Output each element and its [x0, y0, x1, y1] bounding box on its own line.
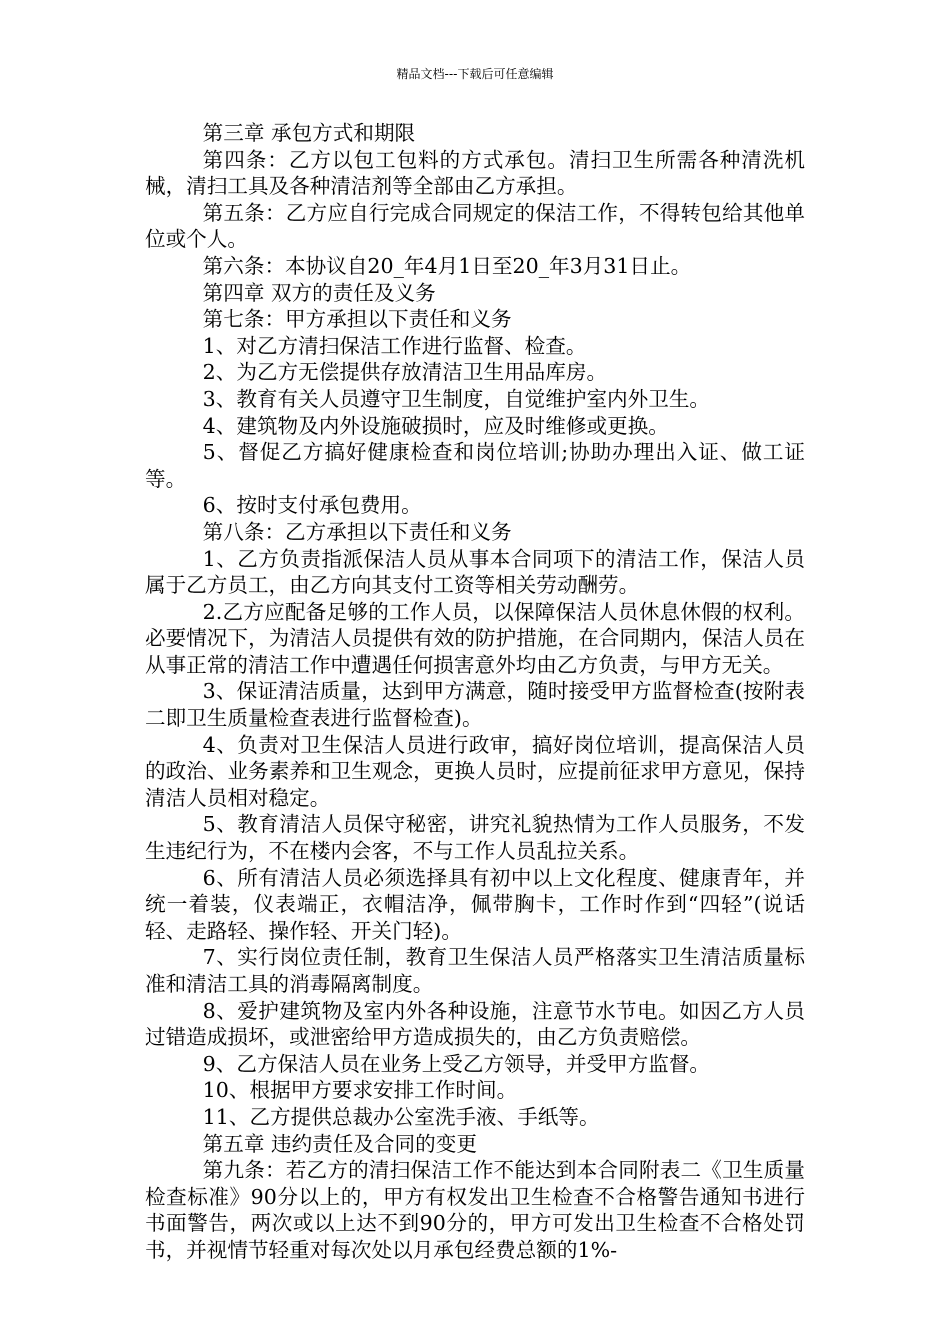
- article-8-item-10: 10、根据甲方要求安排工作时间。: [202, 1078, 518, 1103]
- article-8-item-2: 2.乙方应配备足够的工作人员，以保障保洁人员休息休假的权利。必要情况下，为清洁人员提供有效的防护措施，在合同期内，保洁人员在从事正常的清洁工作中遭遇任何损害意外均由乙方负责，与甲方无关。: [145, 599, 805, 677]
- chapter-3-heading: 第三章 承包方式和期限: [202, 121, 416, 145]
- article-5: 第五条：乙方应自行完成合同规定的保洁工作，不得转包给其他单位或个人。: [145, 200, 805, 252]
- article-7-item-6: 6、按时支付承包费用。: [202, 493, 422, 518]
- article-4: 第四条：乙方以包工包料的方式承包。清扫卫生所需各种清洗机械，清扫工具及各种清洁剂等全部由乙方承担。: [145, 147, 805, 199]
- article-7-item-3: 3、教育有关人员遵守卫生制度，自觉维护室内外卫生。: [202, 386, 711, 411]
- article-7-item-1: 1、对乙方清扫保洁工作进行监督、检查。: [202, 333, 587, 358]
- article-8-item-6: 6、所有清洁人员必须选择具有初中以上文化程度、健康青年，并统一着装，仪表端正，衣帽洁净，佩带胸卡，工作时作到“四轻”(说话轻、走路轻、操作轻、开关门轻)。: [145, 865, 805, 943]
- article-6: 第六条：本协议自20_年4月1日至20_年3月31日止。: [202, 253, 692, 278]
- article-8-item-1: 1、乙方负责指派保洁人员从事本合同项下的清洁工作，保洁人员属于乙方员工，由乙方向其支付工资等相关劳动酬劳。: [145, 546, 805, 598]
- article-8-item-9: 9、乙方保洁人员在业务上受乙方领导，并受甲方监督。: [202, 1051, 711, 1076]
- page-header: 精品文档---下载后可任意编辑: [396, 67, 554, 81]
- article-8-item-4: 4、负责对卫生保洁人员进行政审，搞好岗位培训，提高保洁人员的政治、业务素养和卫生观念，更换人员时，应提前征求甲方意见，保持清洁人员相对稳定。: [145, 732, 805, 810]
- article-7: 第七条：甲方承担以下责任和义务: [202, 307, 512, 332]
- article-9: 第九条：若乙方的清扫保洁工作不能达到本合同附表二《卫生质量检查标准》90分以上的，甲方有权发出卫生检查不合格警告通知书进行书面警告，两次或以上达不到90分的，甲方可发出卫生检查不合格处罚书，并视情节轻重对每次处以月承包经费总额的1%-: [145, 1158, 805, 1262]
- chapter-4-heading: 第四章 双方的责任及义务: [202, 280, 436, 305]
- article-8-item-5: 5、教育清洁人员保守秘密，讲究礼貌热情为工作人员服务，不发生违纪行为，不在楼内会客，不与工作人员乱拉关系。: [145, 812, 805, 864]
- chapter-5-heading: 第五章 违约责任及合同的变更: [202, 1131, 477, 1156]
- article-8-item-11: 11、乙方提供总裁办公室洗手液、手纸等。: [202, 1104, 600, 1129]
- document-body: [145, 120, 805, 1264]
- article-8: 第八条：乙方承担以下责任和义务: [202, 519, 512, 544]
- article-8-item-8: 8、爱护建筑物及室内外各种设施，注意节水节电。如因乙方人员过错造成损坏，或泄密给甲方造成损失的，由乙方负责赔偿。: [145, 998, 805, 1050]
- article-7-item-5: 5、督促乙方搞好健康检查和岗位培训;协助办理出入证、做工证等。: [145, 440, 805, 491]
- article-8-item-7: 7、实行岗位责任制，教育卫生保洁人员严格落实卫生清洁质量标准和清洁工具的消毒隔离制度。: [145, 945, 805, 996]
- article-7-item-4: 4、建筑物及内外设施破损时，应及时维修或更换。: [202, 413, 669, 438]
- article-7-item-2: 2、为乙方无偿提供存放清洁卫生用品库房。: [202, 360, 608, 385]
- article-8-item-3: 3、保证清洁质量，达到甲方满意，随时接受甲方监督检查(按附表二即卫生质量检查表进行监督检查)。: [145, 679, 805, 731]
